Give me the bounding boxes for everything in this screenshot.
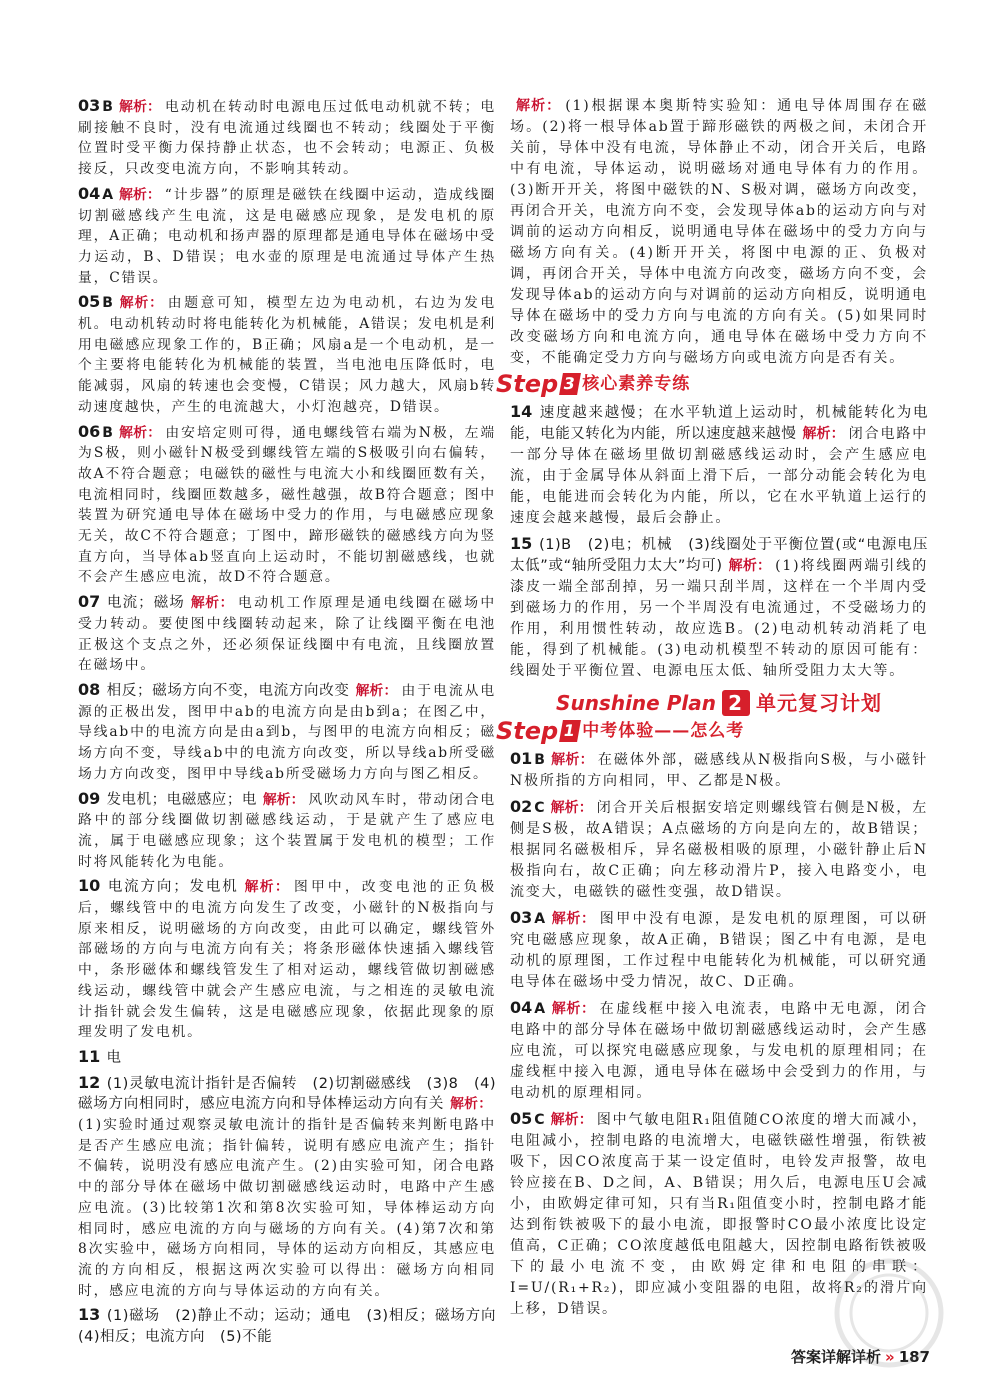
answer-entry xyxy=(78,422,496,589)
answer-entry xyxy=(78,592,496,676)
left-column xyxy=(78,96,511,1352)
question-number: 07 xyxy=(78,592,101,612)
step1-entries xyxy=(510,748,928,1320)
sunshine-plan-heading xyxy=(510,690,928,716)
analysis-label: 解析： xyxy=(355,682,398,699)
answer-entry xyxy=(78,876,496,1043)
analysis-label: 解析： xyxy=(262,791,305,808)
answer-choice: C xyxy=(534,1112,545,1128)
analysis-text: 由安培定则可得，通电螺线管右端为N极，左端为S极，则小磁针N极受到螺线管左端的S极吸引向右偏转，故A不符合题意；电磁铁的磁性与电流大小和线圈匝数有关，电流相同时，线圈匝数越多，磁性越强，故B符合题意；图中装置为研究通电导体在磁场中受力的作用，与电磁感应现象无关，故C不符合题意；丁图中，蹄形磁铁的磁感线方向为竖直方向，当导体ab竖直向上运动时，不能切割磁感线，也就不会产生感应电流，故D不符合题意。 xyxy=(78,424,497,586)
answer-entry xyxy=(510,533,928,682)
answer-entry xyxy=(78,184,496,289)
plan-chinese-title: 单元复习计划 xyxy=(755,690,882,715)
question-number: 05 xyxy=(510,1109,533,1128)
answer-continuation xyxy=(510,96,928,369)
question-number: 05 xyxy=(78,292,101,312)
analysis-text: “计步器”的原理是磁铁在线圈中运动，造成线圈切割磁感线产生电流，这是电磁感应现象，是发电机的原理，A正确；电动机和扬声器的原理都是通电导体在磁场中受力运动，B、D错误；电水壶的原理是电流通过导体产生热量，C错误。 xyxy=(78,186,496,286)
analysis-text: 电动机在转动时电源电压过低电动机就不转；电刷接触不良时，没有电流通过线圈也不转动；线圈处于平衡位置时受平衡力保持静止状态，也不会转动；电源正、负极接反，只改变电流方向，不影响其转动。 xyxy=(78,99,496,178)
answer-text: 电 xyxy=(106,1049,122,1066)
analysis-text: 在磁体外部，磁感线从N极指向S极，与小磁针N极所指的方向相同，甲、乙都是N极。 xyxy=(510,752,929,789)
analysis-label: 解析： xyxy=(450,1096,493,1113)
answer-text: 发电机；电磁感应；电 xyxy=(106,791,257,808)
analysis-text: (1)根据课本奥斯特实验知：通电导体周围存在磁场。(2)将一根导体ab置于蹄形磁铁的两极之间，未闭合开关前，导体中没有电流，导体静止不动，闭合开关后，电路中有电流，导体运动，说明磁场对通电导体有力的作用。(3)断开开关，将图中磁铁的N、S极对调，磁场方向改变，再闭合开关，电流方向不变，会发现导体ab的运动方向与对调前的运动方向相反，说明通电导体在磁场中的受力方向与磁场方向有关。(4)断开开关，将图中电源的正、负极对调，再闭合开关，导体中电流方向改变，磁场方向不变，会发现导体ab的运动方向与对调前的运动方向相反，说明通电导体在磁场中的受力方向与电流的方向有关。(5)如果同时改变磁场方向和电流方向，通电导体在磁场中受力方向不变，不能确定受力方向与磁场方向或电流方向是否有关。 xyxy=(510,98,928,366)
question-number: 10 xyxy=(78,876,101,896)
analysis-label: 解析： xyxy=(119,186,161,203)
analysis-text: 图中气敏电阻R₁阻值随CO浓度的增大而减小，电阻减小，控制电路的电流增大，电磁铁磁性增强，衔铁被吸下，因CO浓度高于某一设定值时，电铃发声报警，故电铃应接在B、D之间，A、B错误；用久后，电源电压U会减小，由欧姆定律可知，只有当R₁阻值变小时，控制电路才能达到衔铁被吸下的最小电流，即报警时CO最小浓度比设定值高，C正确；CO浓度越低电阻越大，因控制电路衔铁被吸下的最小电流不变，由欧姆定律和电阻的串联：I=U/(R₁+R₂)，即应减小变阻器的电阻，故将R₂的滑片向上移，D错误。 xyxy=(510,1112,928,1317)
answer-entry xyxy=(78,789,496,873)
analysis-text: (1)将线圈两端引线的漆皮一端全部刮掉，另一端只刮半周，这样在一个半周内受到磁场力的作用，另一个半周没有电流通过，不受磁场力的作用，利用惯性转动，故应选B。(2)电动机转动消耗了电能，得到了机械能。(3)电动机模型不转动的原因可能有：线圈处于平衡位置、电源电压太低、轴所受阻力太大等。 xyxy=(510,558,929,679)
step-title: 中考体验——怎么考 xyxy=(582,720,745,741)
footer-label: 答案详解详析 xyxy=(790,1348,881,1366)
step1-heading xyxy=(496,716,928,745)
answer-text: (1)磁场 (2)静止不动；运动；通电 (3)相反；磁场方向 (4)相反；电流方向 (5)不能 xyxy=(78,1308,511,1346)
answer-choice: C xyxy=(534,800,545,816)
analysis-label: 解析： xyxy=(728,558,772,574)
answer-choice: B xyxy=(102,295,113,312)
answer-choice: A xyxy=(102,186,114,203)
step-title: 核心素养专练 xyxy=(582,373,691,394)
analysis-text: 图甲中，改变电池的正负极后，螺线管中的电流方向发生了改变，小磁针的N极指向与原来相反，说明磁场的方向改变，由此可以确定，螺线管外部磁场的方向与电流方向有关；将条形磁体快速插入螺线管中，条形磁体和螺线管发生了相对运动，螺线管做切割磁感线运动，螺线管中就会产生感应电流，与之相连的灵敏电流计指针就会发生偏转，这是电磁感应现象，依据此现象的原理发明了发电机。 xyxy=(78,879,497,1041)
question-number: 12 xyxy=(78,1072,101,1092)
question-number: 01 xyxy=(510,749,533,768)
answer-choice: A xyxy=(534,1001,546,1017)
analysis-label: 解析： xyxy=(516,98,562,114)
answer-entry xyxy=(78,1073,496,1302)
question-number: 04 xyxy=(78,183,101,203)
answer-entry xyxy=(510,401,928,529)
question-number: 13 xyxy=(78,1305,101,1325)
step-word: Step xyxy=(496,369,559,398)
analysis-text: 电动机工作原理是通电线圈在磁场中受力转动。要使图中线圈转动起来，除了让线圈平衡在电池正极这个支点之外，还必须保证线圈中有电流，且线圈放置在磁场中。 xyxy=(78,595,497,674)
analysis-label: 解析： xyxy=(551,911,596,927)
analysis-label: 解析： xyxy=(551,1001,596,1017)
analysis-label: 解析： xyxy=(550,752,594,768)
answer-choice: B xyxy=(102,99,113,115)
question-number: 04 xyxy=(510,998,533,1017)
question-number: 11 xyxy=(78,1046,101,1066)
answer-text: 相反；磁场方向不变，电流方向改变 xyxy=(106,682,350,699)
step3-heading xyxy=(496,369,928,398)
step-number: 1 xyxy=(559,720,581,742)
question-number: 06 xyxy=(78,421,101,441)
step-word: Step xyxy=(496,716,559,745)
analysis-text: (1)实验时通过观察灵敏电流计的指针是否偏转来判断电路中是否产生感应电流；指针偏转，说明有感应电流产生；指针不偏转，说明没有感应电流产生。(2)由实验可知，闭合电路中的部分导体在磁场中做切割磁感线运动时，电路中产生感应电流。(3)比较第1次和第8次实验可知，导体棒运动方向相同时，感应电流的方向与磁场的方向有关。(4)第7次和第8次实验中，磁场方向相同，导体的运动方向相反，其感应电流的方向相反，根据这两次实验可以得出：磁场方向相同时，感应电流的方向与导体运动的方向有关。 xyxy=(78,1117,496,1299)
answer-text: (1)B (2)电；机械 (3)线圈处于平衡位置(或“电源电压太低”或“轴所受阻力太大”均可) xyxy=(510,537,928,574)
right-column xyxy=(496,96,929,1324)
question-number: 08 xyxy=(78,679,101,699)
double-arrow-icon: » xyxy=(884,1348,895,1366)
analysis-label: 解析： xyxy=(118,295,164,312)
analysis-label: 解析： xyxy=(244,879,291,896)
analysis-label: 解析： xyxy=(190,595,234,612)
step3-entries xyxy=(510,401,928,682)
step-number: 3 xyxy=(559,373,581,395)
question-number: 14 xyxy=(510,402,533,421)
plan-english-title: Sunshine Plan xyxy=(556,690,716,715)
answer-text: 速度越来越慢；在水平轨道上运动时，机械能转化为电能，电能又转化为内能，所以速度越来越慢 xyxy=(510,405,928,442)
answer-entry xyxy=(510,997,928,1104)
analysis-label: 解析： xyxy=(550,1112,593,1128)
plan-number: 2 xyxy=(722,690,750,716)
answer-choice: B xyxy=(534,752,545,768)
answer-entry xyxy=(78,680,496,785)
question-number: 03 xyxy=(510,908,533,927)
analysis-text: 由题意可知，模型左边为电动机，右边为发电机。电动机转动时将电能转化为机械能，A错误；发电机是利用电磁感应现象工作的，B正确；风扇a是一个电动机，是一个主要将电能转化为机械能的装置，当电池电压降低时，电能减弱，风扇的转速也会变慢，C错误；风力越大，风扇b转动速度越快，产生的电流越大，小灯泡越亮，D错误。 xyxy=(78,295,497,415)
answer-entry xyxy=(510,748,928,792)
analysis-text: 闭合开关后根据安培定则螺线管右侧是N极，左侧是S极，故A错误；A点磁场的方向是向左的，故B错误；根据同名磁极相斥，异名磁极相吸的原理，小磁针静止后N极指向右，故C正确；向左移动滑片P，接入电路变小，电流变大，电磁铁的磁性变强，故D错误。 xyxy=(510,800,928,900)
answer-entry xyxy=(510,796,928,903)
answer-entry xyxy=(510,907,928,993)
analysis-text: 风吹动风车时，带动闭合电路中的部分线圈做切割磁感线运动，于是就产生了感应电流，属于电磁感应现象；这个装置属于发电机的模型；工作时将风能转化为电能。 xyxy=(78,791,497,870)
analysis-label: 解析： xyxy=(118,99,162,115)
page-number: 187 xyxy=(898,1348,930,1366)
analysis-text: 由于电流从电源的正极出发，图甲中ab的电流方向是由b到a；在图乙中，导线ab中的电流方向是由a到b，与图甲的电流方向相反；磁场方向不变，导线ab中的电流方向改变，所以导线ab所受磁场力方向改变，图甲中导线ab所受磁场力方向与图乙相反。 xyxy=(78,682,497,782)
watermark-stamp-icon xyxy=(814,1253,964,1383)
analysis-label: 解析： xyxy=(550,800,593,816)
analysis-text: 在虚线框中接入电流表，电路中无电源，闭合电路中的部分导体在磁场中做切割磁感线运动时，会产生感应电流，可以探究电磁感应现象，与发电机的原理相同；在虚线框中接入电源，通电导体在磁场中会受到力的作用，与电动机的原理相同。 xyxy=(510,1001,929,1101)
answer-entry xyxy=(78,1047,496,1069)
answer-choice: B xyxy=(102,424,113,441)
analysis-label: 解析： xyxy=(118,424,162,441)
analysis-text: 图甲中没有电源，是发电机的原理图，可以研究电磁感应现象，故A正确，B错误；图乙中有电源，是电动机的原理图，工作过程中电能转化为机械能，可以研究通电导体在磁场中受力情况，故C、D正确。 xyxy=(510,911,929,990)
answer-entry xyxy=(78,292,496,417)
question-number: 09 xyxy=(78,788,101,808)
analysis-label: 解析： xyxy=(802,426,845,442)
answer-entry xyxy=(78,96,496,180)
answer-entry xyxy=(78,1305,511,1347)
answer-text: 电流；磁场 xyxy=(107,595,185,612)
answer-text: (1)灵敏电流计指针是否偏转 (2)切割磁感线 (3)8 (4)磁场方向相同时，感应电流方向和导体棒运动方向有关 xyxy=(78,1075,496,1113)
answer-choice: A xyxy=(534,911,546,927)
analysis-text: 闭合电路中一部分导体在磁场里做切割磁感线运动时，会产生感应电流，由于金属导体从斜面上滑下后，一部分动能会转化为电能，电能进而会转化为内能，所以，它在水平轨道上运行的速度会越来越慢，最后会静止。 xyxy=(510,426,929,526)
question-number: 03 xyxy=(78,96,101,115)
question-number: 15 xyxy=(510,534,533,553)
question-number: 02 xyxy=(510,797,533,816)
answer-text: 电流方向；发电机 xyxy=(107,879,239,896)
